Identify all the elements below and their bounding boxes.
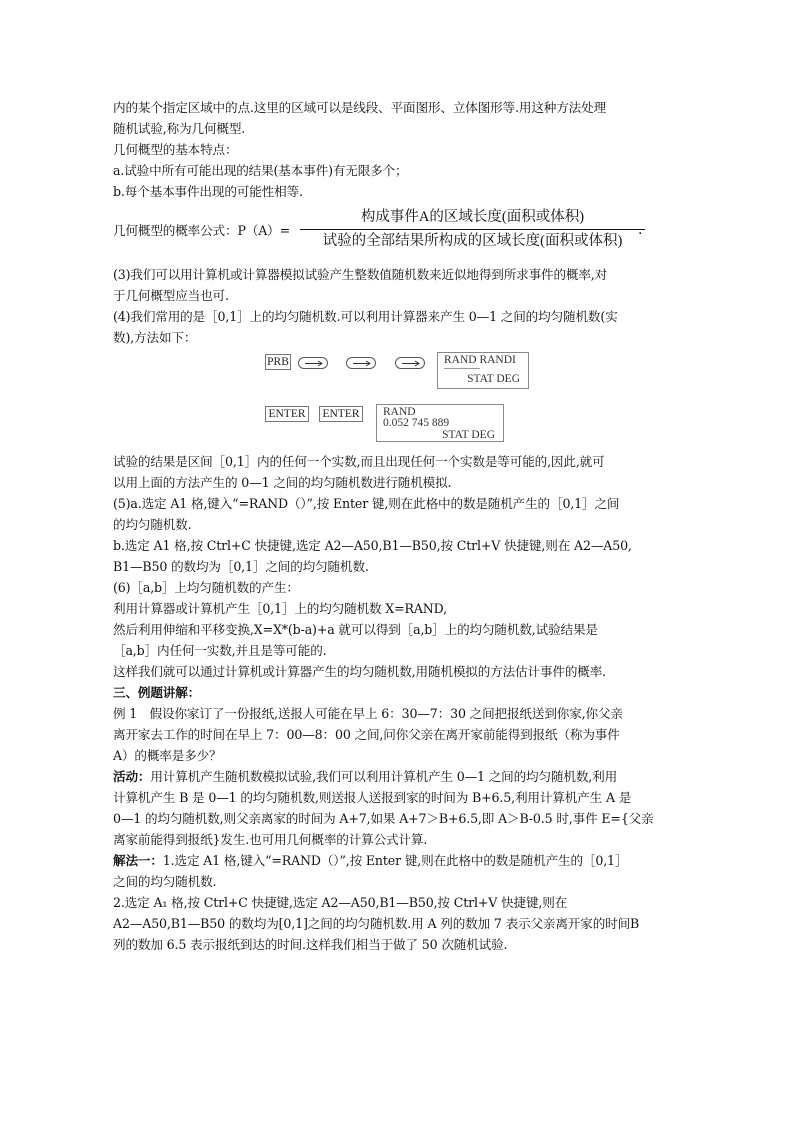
text-line: 以用上面的方法产生的 0—1 之间的均匀随机数进行随机模拟.	[113, 475, 452, 490]
text-line: b.每个基本事件出现的可能性相等.	[113, 184, 303, 199]
text-line: 利用计算器或计算机产生［0,1］上的均匀随机数 X=RAND,	[113, 601, 448, 616]
text-line: (5)a.选定 A1 格,键入“=RAND（）”,按 Enter 键,则在此格中的数是随机产生的［0,1］之间	[113, 496, 620, 511]
right-arrow-icon	[395, 357, 425, 369]
right-arrow-icon	[298, 357, 328, 369]
solution-text: 1.选定 A1 格,键入“=RAND（）”,按 Enter 键,则在此格中的数是随机产生的［0,1］	[162, 853, 628, 868]
text-line: ［a,b］内任何一实数,并且是等可能的.	[113, 643, 327, 658]
text-line: 例 1 假设你家订了一份报纸,送报人可能在早上 6：30—7：30 之间把报纸送到你家,你父亲	[113, 706, 623, 721]
text-line	[113, 850, 685, 871]
text-line: 2.选定 A₁ 格,按 Ctrl+C 快捷键,选定 A2—A50,B1—B50,按 Ctrl+V 快捷键,则在	[113, 895, 568, 910]
screen-value-text: 0.052 745 889	[383, 417, 450, 429]
text-line: 试验的结果是区间［0,1］内的任何一个实数,而且出现任何一个实数是等可能的,因此,就可	[113, 454, 605, 469]
text-line: 离家前能得到报纸}发生.也可用几何概率的计算公式计算.	[113, 832, 428, 847]
enter-key: ENTER	[265, 406, 309, 422]
text-line: 之间的均匀随机数.	[113, 874, 217, 889]
probability-fraction	[300, 206, 645, 253]
text-line: a.试验中所有可能出现的结果(基本事件)有无限多个；	[113, 163, 408, 178]
right-arrow-icon	[346, 357, 376, 369]
prb-key: PRB	[265, 354, 291, 370]
text-line: 0—1 的均匀随机数,则父亲离家的时间为 A+7,如果 A+7＞B+6.5,即 A＞B-0.5 时,事件 E={父亲	[113, 811, 654, 826]
text-line: 内的某个指定区域中的点.这里的区域可以是线段、平面图形、立体图形等.用这种方法处理	[113, 100, 607, 115]
fraction-bar	[300, 229, 645, 230]
text-line: (3)我们可以用计算机或计算器模拟试验产生整数值随机数来近似地得到所求事件的概率,对	[113, 267, 608, 282]
fraction-numerator: 构成事件A的区域长度(面积或体积)	[360, 209, 585, 225]
text-line: 离开家去工作的时间在早上 7：00—8：00 之间,问你父亲在离开家前能得到报纸（称为事件	[113, 727, 620, 742]
section-heading: 三、例题讲解：	[113, 685, 201, 700]
screen-status-text: STAT DEG	[467, 373, 520, 385]
text-line: (6)［a,b］上均匀随机数的产生：	[113, 580, 299, 595]
text-line: 然后利用伸缩和平移变换,X=X*(b-a)+a 就可以得到［a,b］上的均匀随机数,试验结果是	[113, 622, 598, 637]
fraction-denominator: 试验的全部结果所构成的区域长度(面积或体积)	[322, 233, 623, 249]
calculator-screen-menu	[437, 352, 529, 389]
text-line	[113, 766, 685, 787]
activity-label: 活动：	[113, 769, 151, 784]
calculator-screen-result	[376, 404, 504, 442]
selection-underline	[444, 368, 480, 369]
formula-period: .	[638, 222, 643, 238]
text-line: 于几何概型应当也可.	[113, 288, 229, 303]
screen-status-text: STAT DEG	[442, 429, 495, 441]
text-line: 的均匀随机数.	[113, 517, 192, 532]
text-line: 随机试验,称为几何概型.	[113, 121, 246, 136]
text-line: A）的概率是多少？	[113, 748, 222, 763]
text-line: 这样我们就可以通过计算机或计算器产生的均匀随机数,用随机模拟的方法估计事件的概率.	[113, 664, 607, 679]
text-line: 几何概型的基本特点：	[113, 142, 238, 157]
screen-func-text: RAND	[383, 406, 416, 418]
text-line: B1—B50 的数均为［0,1］之间的均匀随机数.	[113, 559, 369, 574]
formula-label: 几何概型的概率公式：P（A）=	[113, 223, 290, 238]
screen-menu-text: RAND RANDI	[444, 354, 516, 366]
activity-text: 用计算机产生随机数模拟试验,我们可以利用计算机产生 0—1 之间的均匀随机数,利用	[150, 769, 618, 784]
text-line: 计算机产生 B 是 0—1 的均匀随机数,则送报人送报到家的时间为 B+6.5,利用计算机产生 A 是	[113, 790, 632, 805]
text-line: 列的数加 6.5 表示报纸到达的时间.这样我们相当于做了 50 次随机试验.	[113, 937, 508, 952]
text-line: (4)我们常用的是［0,1］上的均匀随机数.可以利用计算器来产生 0—1 之间的均匀随机数(实	[113, 309, 618, 324]
text-line: b.选定 A1 格,按 Ctrl+C 快捷键,选定 A2—A50,B1—B50,按 Ctrl+V 快捷键,则在 A2—A50,	[113, 538, 632, 553]
text-line: 数),方法如下：	[113, 330, 197, 345]
enter-key: ENTER	[319, 406, 363, 422]
text-line: A2—A50,B1—B50 的数均为[0,1]之间的均匀随机数.用 A 列的数加 7 表示父亲离开家的时间B	[113, 916, 640, 931]
solution-label: 解法一：	[113, 853, 163, 868]
